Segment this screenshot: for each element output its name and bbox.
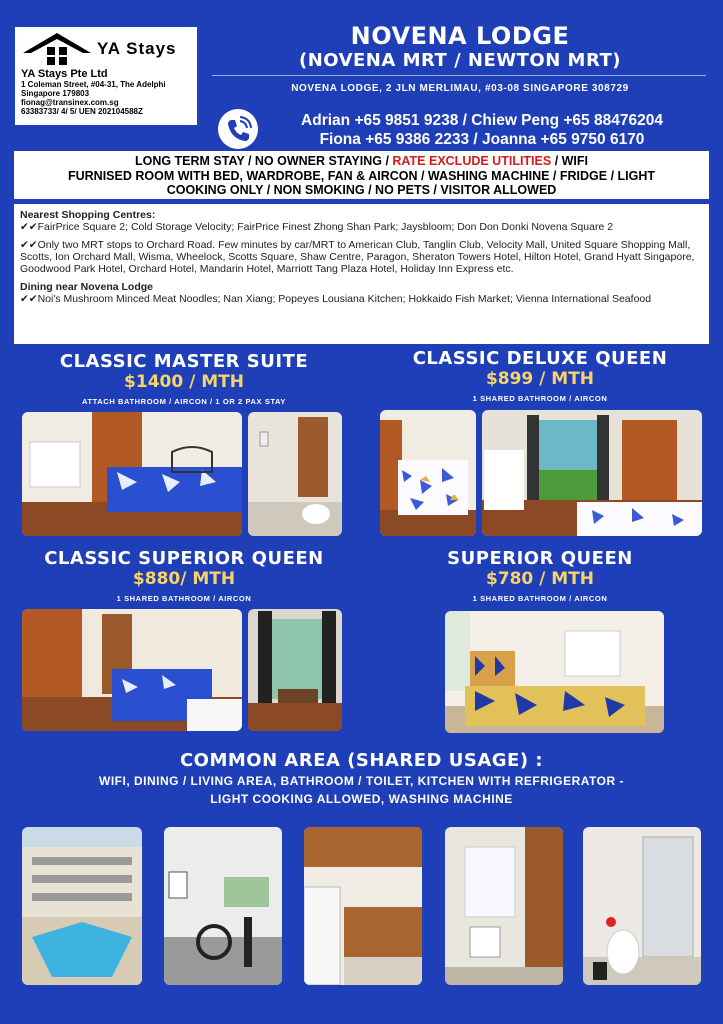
contact-line-2[interactable]: Fiona +65 9386 2233 / Joanna +65 9750 6170 — [319, 131, 645, 148]
room-photo-bathroom — [248, 412, 342, 536]
features-line-1-start: LONG TERM STAY / NO OWNER STAYING / — [134, 154, 393, 168]
common-photo-bathroom — [583, 827, 701, 985]
room-details: 1 SHARED BATHROOM / AIRCON — [116, 594, 252, 603]
phone-icon — [218, 109, 258, 149]
property-address: NOVENA LODGE, 2 JLN MERLIMAU, #03-08 SINGAPORE 308729 — [291, 83, 629, 94]
room-details: 1 SHARED BATHROOM / AIRCON — [472, 394, 608, 403]
room-photo-bedroom — [380, 410, 476, 536]
shopping-list: ✔✔FairPrice Square 2; Cold Storage Velocity; FairPrice Finest Zhong Shan Park; Jaysbloom; Don Don Donki Novena Square 2 — [20, 221, 614, 233]
shopping-heading: Nearest Shopping Centres: — [20, 209, 156, 221]
brand-name: YA Stays — [97, 39, 177, 58]
room-name: CLASSIC DELUXE QUEEN — [412, 348, 668, 369]
company-address-2: Singapore 179803 — [21, 89, 90, 98]
common-area-line-1: WIFI, DINING / LIVING AREA, BATHROOM / TOILET, KITCHEN WITH REFRIGERATOR - — [99, 774, 624, 788]
common-photo-laundry — [445, 827, 563, 985]
features-box — [14, 151, 709, 199]
nearby-info-box — [14, 204, 709, 344]
common-area-title: COMMON AREA (SHARED USAGE) : — [179, 750, 544, 771]
room-details: ATTACH BATHROOM / AIRCON / 1 OR 2 PAX STAY — [82, 397, 286, 406]
room-name: CLASSIC SUPERIOR QUEEN — [44, 548, 324, 569]
common-photo-gym — [164, 827, 282, 985]
room-price: $780 / MTH — [485, 569, 595, 589]
company-email[interactable]: fionag@transinex.com.sg — [21, 98, 119, 107]
company-name: YA Stays Pte Ltd — [21, 68, 108, 80]
room-photo-bedroom — [445, 611, 664, 733]
room-photo-bedroom — [22, 609, 242, 731]
house-logo-icon — [21, 31, 93, 67]
orchard-info: ✔✔Only two MRT stops to Orchard Road. Few minutes by car/MRT to American Club, Tanglin Club, Velocity Mall, United Square Shopping Mall, Scotts, Ion Orchard Mall, Wisma, Wheelock, Scotts Square, Shaw Centre, Paragon, Sheraton Towers Hotel, Hilton Hotel, Grand Hyatt Singapore, Goodwood Park Hotel, Orchard Hotel, Mandarin Hotel, Marriott Tang Plaza Hotel, Holiday Inn Express etc. — [20, 239, 695, 275]
dining-heading: Dining near Novena Lodge — [20, 281, 154, 293]
company-logo-box — [15, 27, 197, 125]
page-subtitle: (NOVENA MRT / NEWTON MRT) — [298, 50, 622, 71]
common-photo-pool — [22, 827, 142, 985]
contact-line-1[interactable]: Adrian +65 9851 9238 / Chiew Peng +65 88476204 — [301, 112, 663, 129]
room-photo-bedroom-window — [482, 410, 702, 536]
room-name: CLASSIC MASTER SUITE — [59, 351, 309, 372]
common-photo-kitchen — [304, 827, 422, 985]
room-details: 1 SHARED BATHROOM / AIRCON — [472, 594, 608, 603]
room-name: SUPERIOR QUEEN — [447, 548, 633, 569]
room-price: $899 / MTH — [485, 369, 595, 389]
company-address-1: 1 Coleman Street, #04-31, The Adelphi — [21, 80, 166, 89]
common-area-line-2: LIGHT COOKING ALLOWED, WASHING MACHINE — [210, 792, 513, 806]
features-line-1-end: / WIFI — [551, 154, 589, 168]
dining-list: ✔✔Noi's Mushroom Minced Meat Noodles; Nan Xiang; Popeyes Lousiana Kitchen; Hokkaido Fish Market; Vienna International Seafood — [20, 293, 652, 305]
features-line-1 — [14, 154, 709, 169]
utilities-note: RATE EXCLUDE UTILITIES — [392, 154, 552, 168]
room-price: $1400 / MTH — [124, 372, 244, 392]
features-line-2: FURNISED ROOM WITH BED, WARDROBE, FAN & AIRCON / WASHING MACHINE / FRIDGE / LIGHT — [67, 168, 656, 183]
page-title: NOVENA LODGE — [350, 22, 570, 50]
room-price: $880/ MTH — [132, 569, 236, 589]
room-photo-bedroom — [22, 412, 242, 536]
company-phone-uen: 63383733/ 4/ 5/ UEN 202104588Z — [21, 107, 143, 116]
header-divider — [212, 75, 706, 76]
features-line-3: COOKING ONLY / NON SMOKING / NO PETS / VISITOR ALLOWED — [166, 183, 557, 197]
room-photo-window — [248, 609, 342, 731]
